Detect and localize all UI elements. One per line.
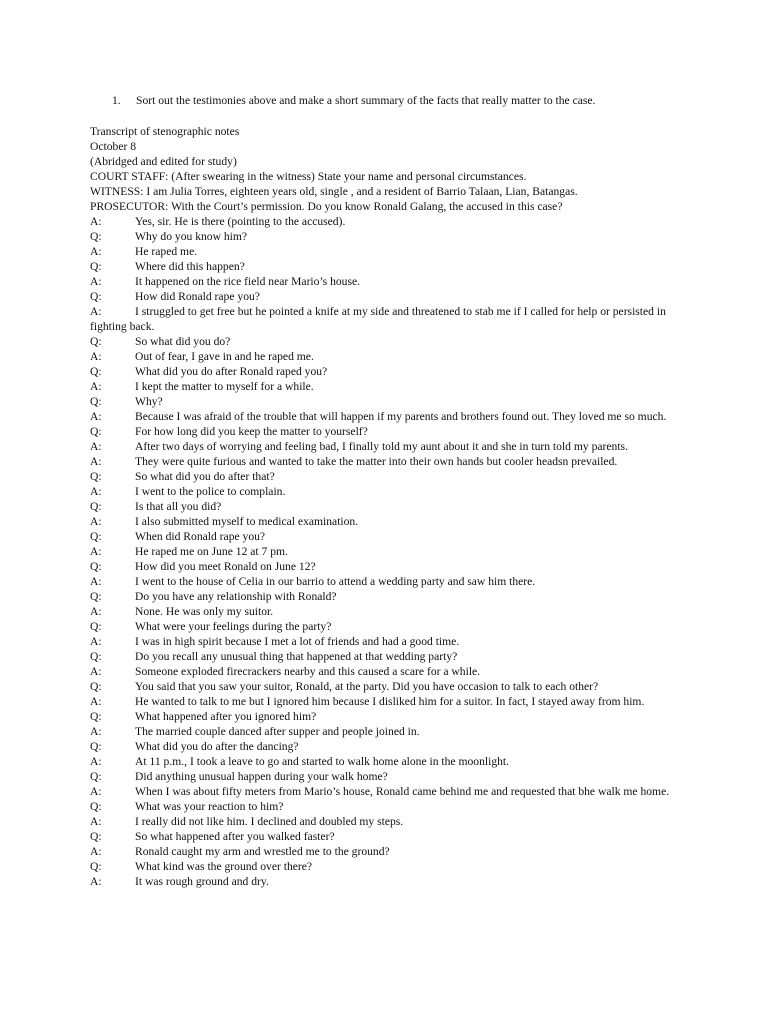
speaker-label: Q: xyxy=(90,560,102,573)
transcript-row xyxy=(90,574,680,589)
transcript-row xyxy=(90,784,680,799)
transcript-row xyxy=(90,604,680,619)
prosecutor-line: PROSECUTOR: With the Court’s permission. Do you know Ronald Galang, the accused in this case? xyxy=(90,200,563,213)
transcript-note: (Abridged and edited for study) xyxy=(90,155,237,168)
transcript-row xyxy=(90,379,680,394)
speaker-label: Q: xyxy=(90,500,102,513)
transcript-row xyxy=(90,409,680,424)
speaker-label: A: xyxy=(90,275,102,288)
speaker-text: I kept the matter to myself for a while. xyxy=(135,380,314,393)
speaker-text: You said that you saw your suitor, Ronald, at the party. Did you have occasion to talk to each other? xyxy=(135,680,599,693)
speaker-label: A: xyxy=(90,215,102,228)
speaker-text: I also submitted myself to medical examination. xyxy=(135,515,359,528)
transcript-row xyxy=(90,349,680,364)
speaker-label: A: xyxy=(90,485,102,498)
transcript-row xyxy=(90,829,680,844)
speaker-label: A: xyxy=(90,350,102,363)
speaker-text: After two days of worrying and feeling bad, I finally told my aunt about it and she in turn told my parents. xyxy=(135,440,628,453)
transcript-row xyxy=(90,664,680,679)
transcript-row xyxy=(90,694,680,709)
speaker-text: Because I was afraid of the trouble that will happen if my parents and brothers found out. They loved me so much. xyxy=(135,410,667,423)
speaker-text: What kind was the ground over there? xyxy=(135,860,313,873)
speaker-text: Why? xyxy=(135,395,163,408)
speaker-label: A: xyxy=(90,725,102,738)
transcript-row xyxy=(90,859,680,874)
transcript-row xyxy=(90,634,680,649)
transcript-row xyxy=(90,244,680,259)
speaker-label: Q: xyxy=(90,740,102,753)
speaker-label: A: xyxy=(90,545,102,558)
transcript-row xyxy=(90,724,680,739)
speaker-text: What did you do after the dancing? xyxy=(135,740,299,753)
transcript-row xyxy=(90,559,680,574)
speaker-label: Q: xyxy=(90,260,102,273)
transcript-row xyxy=(90,874,680,889)
speaker-label: A: xyxy=(90,605,102,618)
speaker-text: None. He was only my suitor. xyxy=(135,605,274,618)
instruction-item xyxy=(112,93,680,108)
speaker-text: They were quite furious and wanted to take the matter into their own hands but cooler headsn prevailed. xyxy=(135,455,618,468)
speaker-label: A: xyxy=(90,305,102,318)
transcript-row xyxy=(90,424,680,439)
speaker-text: He raped me on June 12 at 7 pm. xyxy=(135,545,288,558)
speaker-text: Ronald caught my arm and wrestled me to the ground? xyxy=(135,845,390,858)
transcript-row xyxy=(90,739,680,754)
speaker-label: A: xyxy=(90,515,102,528)
speaker-label: Q: xyxy=(90,335,102,348)
speaker-label: Q: xyxy=(90,710,102,723)
speaker-text: I really did not like him. I declined and doubled my steps. xyxy=(135,815,404,828)
instruction-number: 1. xyxy=(112,94,121,107)
speaker-label: Q: xyxy=(90,530,102,543)
speaker-label: A: xyxy=(90,575,102,588)
court-staff-line: COURT STAFF: (After swearing in the witness) State your name and personal circumstances. xyxy=(90,170,527,183)
document-page xyxy=(90,93,680,889)
speaker-text: How did Ronald rape you? xyxy=(135,290,260,303)
speaker-text: It happened on the rice field near Mario’s house. xyxy=(135,275,361,288)
witness-line: WITNESS: I am Julia Torres, eighteen years old, single , and a resident of Barrio Talaan, Lian, Batangas. xyxy=(90,185,578,198)
transcript-row xyxy=(90,334,680,349)
transcript-row xyxy=(90,484,680,499)
transcript-row xyxy=(90,679,680,694)
transcript-row xyxy=(90,274,680,289)
transcript-row xyxy=(90,214,680,229)
speaker-text: Did anything unusual happen during your walk home? xyxy=(135,770,388,783)
speaker-label: A: xyxy=(90,455,102,468)
speaker-text: I struggled to get free but he pointed a knife at my side and threatened to stab me if I called for help or persisted in fighting back. xyxy=(90,305,666,333)
spacer xyxy=(90,108,680,124)
transcript-row xyxy=(90,754,680,769)
transcript-row xyxy=(90,469,680,484)
transcript-row xyxy=(90,454,680,469)
speaker-label: A: xyxy=(90,380,102,393)
transcript-row xyxy=(90,544,680,559)
speaker-text: So what did you do? xyxy=(135,335,231,348)
speaker-label: A: xyxy=(90,635,102,648)
speaker-label: Q: xyxy=(90,365,102,378)
speaker-label: A: xyxy=(90,815,102,828)
speaker-text: When I was about fifty meters from Mario’s house, Ronald came behind me and requested that bhe walk me home. xyxy=(135,785,670,798)
transcript-row xyxy=(90,814,680,829)
speaker-text: At 11 p.m., I took a leave to go and started to walk home alone in the moonlight. xyxy=(135,755,510,768)
speaker-text: Out of fear, I gave in and he raped me. xyxy=(135,350,314,363)
speaker-label: Q: xyxy=(90,800,102,813)
instruction-text: Sort out the testimonies above and make a short summary of the facts that really matter to the case. xyxy=(136,94,596,107)
transcript-row xyxy=(90,799,680,814)
speaker-label: Q: xyxy=(90,770,102,783)
speaker-label: A: xyxy=(90,875,102,888)
transcript-row xyxy=(90,844,680,859)
transcript-row xyxy=(90,229,680,244)
transcript-row xyxy=(90,364,680,379)
speaker-label: Q: xyxy=(90,425,102,438)
transcript-date: October 8 xyxy=(90,140,137,153)
speaker-label: Q: xyxy=(90,650,102,663)
speaker-label: Q: xyxy=(90,230,102,243)
speaker-label: A: xyxy=(90,785,102,798)
transcript-row xyxy=(90,589,680,604)
transcript-row xyxy=(90,439,680,454)
speaker-label: A: xyxy=(90,845,102,858)
speaker-text: What was your reaction to him? xyxy=(135,800,284,813)
speaker-label: A: xyxy=(90,440,102,453)
speaker-text: What were your feelings during the party? xyxy=(135,620,332,633)
speaker-text: Is that all you did? xyxy=(135,500,222,513)
transcript-row xyxy=(90,649,680,664)
speaker-text: I went to the police to complain. xyxy=(135,485,286,498)
speaker-text: Do you recall any unusual thing that happened at that wedding party? xyxy=(135,650,458,663)
speaker-text: I was in high spirit because I met a lot of friends and had a good time. xyxy=(135,635,460,648)
speaker-text: What did you do after Ronald raped you? xyxy=(135,365,328,378)
speaker-text: It was rough ground and dry. xyxy=(135,875,269,888)
speaker-label: Q: xyxy=(90,830,102,843)
speaker-text: Where did this happen? xyxy=(135,260,245,273)
speaker-text: How did you meet Ronald on June 12? xyxy=(135,560,316,573)
transcript-row xyxy=(90,394,680,409)
transcript-row xyxy=(90,769,680,784)
transcript-row xyxy=(90,259,680,274)
speaker-label: Q: xyxy=(90,860,102,873)
transcript-row xyxy=(90,289,680,304)
speaker-text: For how long did you keep the matter to yourself? xyxy=(135,425,368,438)
speaker-text: What happened after you ignored him? xyxy=(135,710,317,723)
speaker-label: A: xyxy=(90,410,102,423)
transcript-row xyxy=(90,529,680,544)
transcript-row xyxy=(90,514,680,529)
speaker-text: Someone exploded firecrackers nearby and this caused a scare for a while. xyxy=(135,665,481,678)
speaker-label: A: xyxy=(90,695,102,708)
speaker-text: He raped me. xyxy=(135,245,198,258)
speaker-text: The married couple danced after supper and people joined in. xyxy=(135,725,420,738)
speaker-label: Q: xyxy=(90,680,102,693)
speaker-label: Q: xyxy=(90,620,102,633)
transcript-body xyxy=(90,214,680,889)
transcript-row xyxy=(90,709,680,724)
speaker-label: Q: xyxy=(90,590,102,603)
transcript-title: Transcript of stenographic notes xyxy=(90,125,240,138)
speaker-text: He wanted to talk to me but I ignored him because I disliked him for a suitor. In fact, I stayed away from him. xyxy=(135,695,645,708)
speaker-text: Yes, sir. He is there (pointing to the accused). xyxy=(135,215,346,228)
speaker-text: I went to the house of Celia in our barrio to attend a wedding party and saw him there. xyxy=(135,575,536,588)
transcript-row xyxy=(90,304,680,334)
speaker-label: A: xyxy=(90,755,102,768)
speaker-label: A: xyxy=(90,245,102,258)
speaker-label: A: xyxy=(90,665,102,678)
speaker-text: Why do you know him? xyxy=(135,230,248,243)
speaker-text: Do you have any relationship with Ronald? xyxy=(135,590,337,603)
transcript-row xyxy=(90,619,680,634)
speaker-label: Q: xyxy=(90,470,102,483)
speaker-text: So what happened after you walked faster? xyxy=(135,830,335,843)
speaker-label: Q: xyxy=(90,395,102,408)
transcript-row xyxy=(90,499,680,514)
speaker-text: When did Ronald rape you? xyxy=(135,530,266,543)
speaker-text: So what did you do after that? xyxy=(135,470,275,483)
speaker-label: Q: xyxy=(90,290,102,303)
